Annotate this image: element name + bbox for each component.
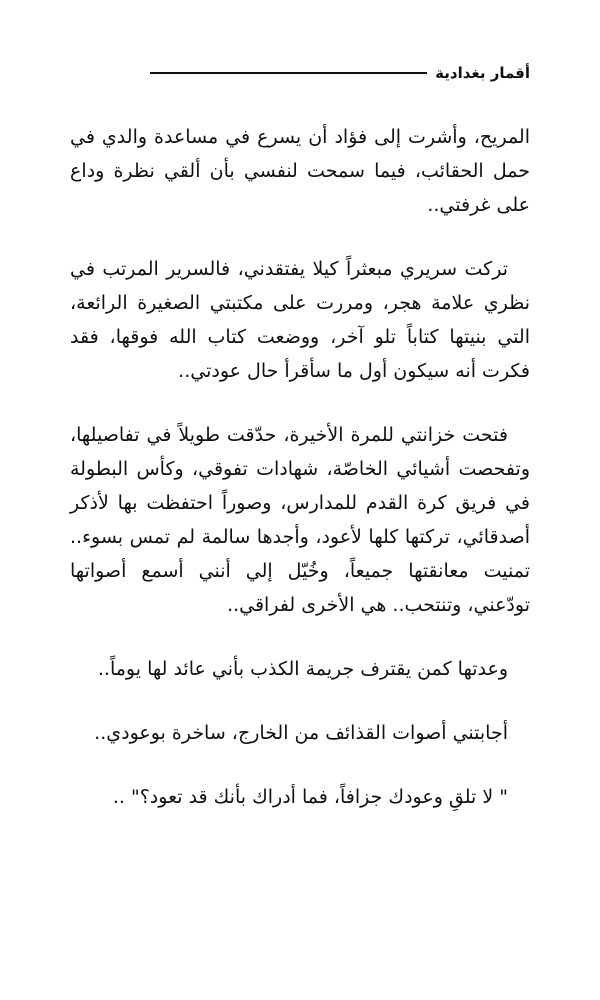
body-text (70, 120, 530, 844)
paragraph-3: فتحت خزانتي للمرة الأخيرة، حدّقت طويلاً في تفاصيلها، وتفحصت أشيائي الخاصّة، شهادات تفوقي، وكأس البطولة في فريق كرة القدم للمدارس، وصوراً احتفظت بها لأذكر أصدقائي، تركتها كلها لأعود، وأجدها سالمة لم تمس بسوء.. تمنيت معانقتها جميعاً، وخُيّل إلي أنني أسمع أصواتها تودّعني، وتنتحب.. هي الأخرى لفراقي.. (70, 424, 530, 616)
paragraph-5: أجابتني أصوات القذائف من الخارج، ساخرة بوعودي.. (94, 722, 508, 744)
paragraph-1: المريح، وأشرت إلى فؤاد أن يسرع في مساعدة والدي في حمل الحقائب، فيما سمحت لنفسي بأن ألقي نظرة وداع على غرفتي.. (70, 126, 530, 216)
paragraph-4: وعدتها كمن يقترف جريمة الكذب بأني عائد لها يوماً.. (97, 658, 508, 680)
running-header (150, 60, 530, 86)
paragraph-2: تركت سريري مبعثراً كيلا يفتقدني، فالسرير المرتب في نظري علامة هجر، ومررت على مكتبتي الصغيرة الرائعة، التي بنيتها كتاباً تلو آخر، ووضعت كتاب الله فوقها، فقد فكرت أنه سيكون أول ما سأقرأ حال عودتي.. (70, 258, 530, 382)
header-rule (150, 72, 427, 74)
paragraph-6: " لا تلقِ وعودك جزافاً، فما أدراك بأنك قد تعود؟" .. (112, 786, 508, 808)
book-title: أقمار بغدادية (435, 64, 530, 82)
